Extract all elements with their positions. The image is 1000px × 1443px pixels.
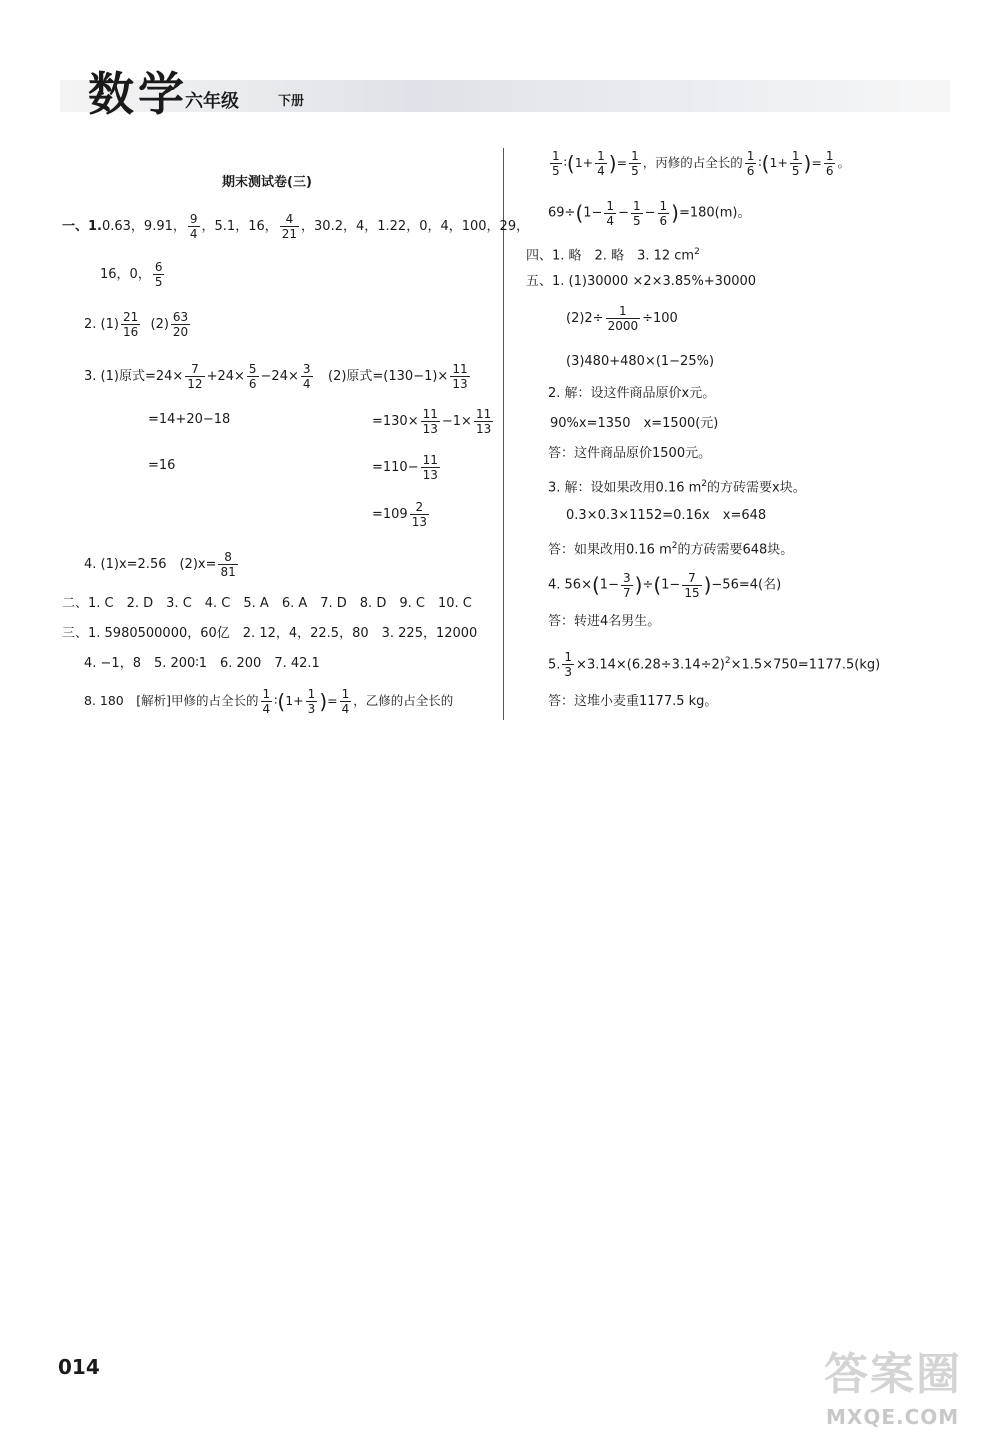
answer-5-3-answer: 答：如果改用0.16 $m^2$的方砖需要648块。: [548, 541, 794, 558]
answer-section-3-line1: 三、1. 5980500000，60亿 2. 12，4，22.5，80 3. 225，12000: [62, 626, 478, 641]
answer-1-1: 一、1.0.63，9.91， $\frac{9}{4}$ ，5.1，16， $\frac{4}{21}$ ，30.2，4，1.22，0，4，100，29，: [62, 212, 530, 241]
page-number: 014: [58, 1355, 100, 1379]
answer-section-2: 二、1. C 2. D 3. C 4. C 5. A 6. A 7. D 8. D 9. C 10. C: [62, 596, 472, 611]
answer-3-8-cont: $\frac{1}{5}$ ∶(1+ $\frac{1}{4}$ )= $\frac{1}{5}$ ，丙修的占全长的 $\frac{1}{6}$ ∶(1+ $\frac{1}{5}$ )= $\frac{1}{6}$ 。: [552, 149, 850, 178]
answer-5-1-2: (2)2÷ $\frac{1}{2000}$ ÷100: [566, 304, 678, 333]
answer-5-5-answer: 答：这堆小麦重1177.5 kg。: [548, 694, 718, 709]
answer-1-2: 2. (1) $\frac{21}{16}$ (2) $\frac{63}{20}$: [84, 310, 189, 339]
watermark-site: MXQE.COM: [826, 1405, 960, 1429]
answer-5-2-answer: 答：这件商品原价1500元。: [548, 446, 712, 461]
answer-5-3-equation: 0.3×0.3×1152=0.16x x=648: [566, 508, 767, 523]
answer-section-4: 四、1. 略 2. 略 3. 12 $cm^2$: [526, 247, 700, 264]
answer-5-2-setup: 2. 解：设这件商品原价x元。: [548, 386, 716, 401]
answer-1-3-step2: =14+20−18: [148, 412, 231, 427]
answer-3-8-result: 69÷(1− $\frac{1}{4}$ − $\frac{1}{5}$ − $\frac{1}{6}$ )=180(m)。: [548, 198, 751, 228]
answer-5-5: 5. $\frac{1}{3}$ $\times 3.14\times(6.28\div 3.14\div 2)^2\times 1.5\times 750=1177.5(kg)$: [548, 650, 881, 680]
answer-5-4-answer: 答：转进4名男生。: [548, 614, 661, 629]
answer-5-3-setup: 3. 解：设如果改用0.16 $m^2$的方砖需要x块。: [548, 479, 806, 496]
watermark-logo: 答案圈: [824, 1349, 962, 1400]
subject-title: 数学: [88, 67, 188, 121]
grade-label: 六年级: [185, 91, 239, 112]
answer-5-1-1: 五、1. (1)30000 ×2×3.85%+30000: [526, 274, 757, 289]
answer-1-4: 4. (1)x=2.56 (2)x= $\frac{8}{81}$: [84, 550, 236, 579]
answer-1-3-left: 3. (1)原式=24× $\frac{7}{12}$ +24× $\frac{5}{6}$ −24× $\frac{3}{4}$: [84, 362, 311, 391]
answer-1-3-r-step3: =110− $\frac{11}{13}$: [372, 453, 438, 482]
answer-5-4: 4. 56×(1− $\frac{3}{7}$ )÷(1− $\frac{7}{15}$ )−56=4(名): [548, 570, 782, 600]
answer-1-3-step3: =16: [148, 458, 176, 473]
volume-label: 下册: [278, 94, 305, 109]
answer-1-1-cont: 16，0， $\frac{6}{5}$: [100, 260, 163, 289]
answer-1-3-r-step4: =109 $\frac{2}{13}$: [372, 500, 427, 529]
answer-5-2-equation: 90%x=1350 x=1500(元): [550, 416, 719, 431]
answer-3-8: 8. 180 [解析]甲修的占全长的 $\frac{1}{4}$ ∶(1+ $\frac{1}{3}$ )= $\frac{1}{4}$ ，乙修的占全长的: [84, 687, 454, 716]
answer-5-1-3: (3)480+480×(1−25%): [566, 354, 715, 369]
section-title: 期末测试卷(三): [222, 175, 312, 190]
answer-1-3-r-step2: =130× $\frac{11}{13}$ −1× $\frac{11}{13}$: [372, 407, 492, 436]
answer-section-3-line2: 4. −1，8 5. 200∶1 6. 200 7. 42.1: [84, 656, 320, 671]
answer-1-3-right: (2)原式=(130−1)× $\frac{11}{13}$: [328, 362, 468, 391]
